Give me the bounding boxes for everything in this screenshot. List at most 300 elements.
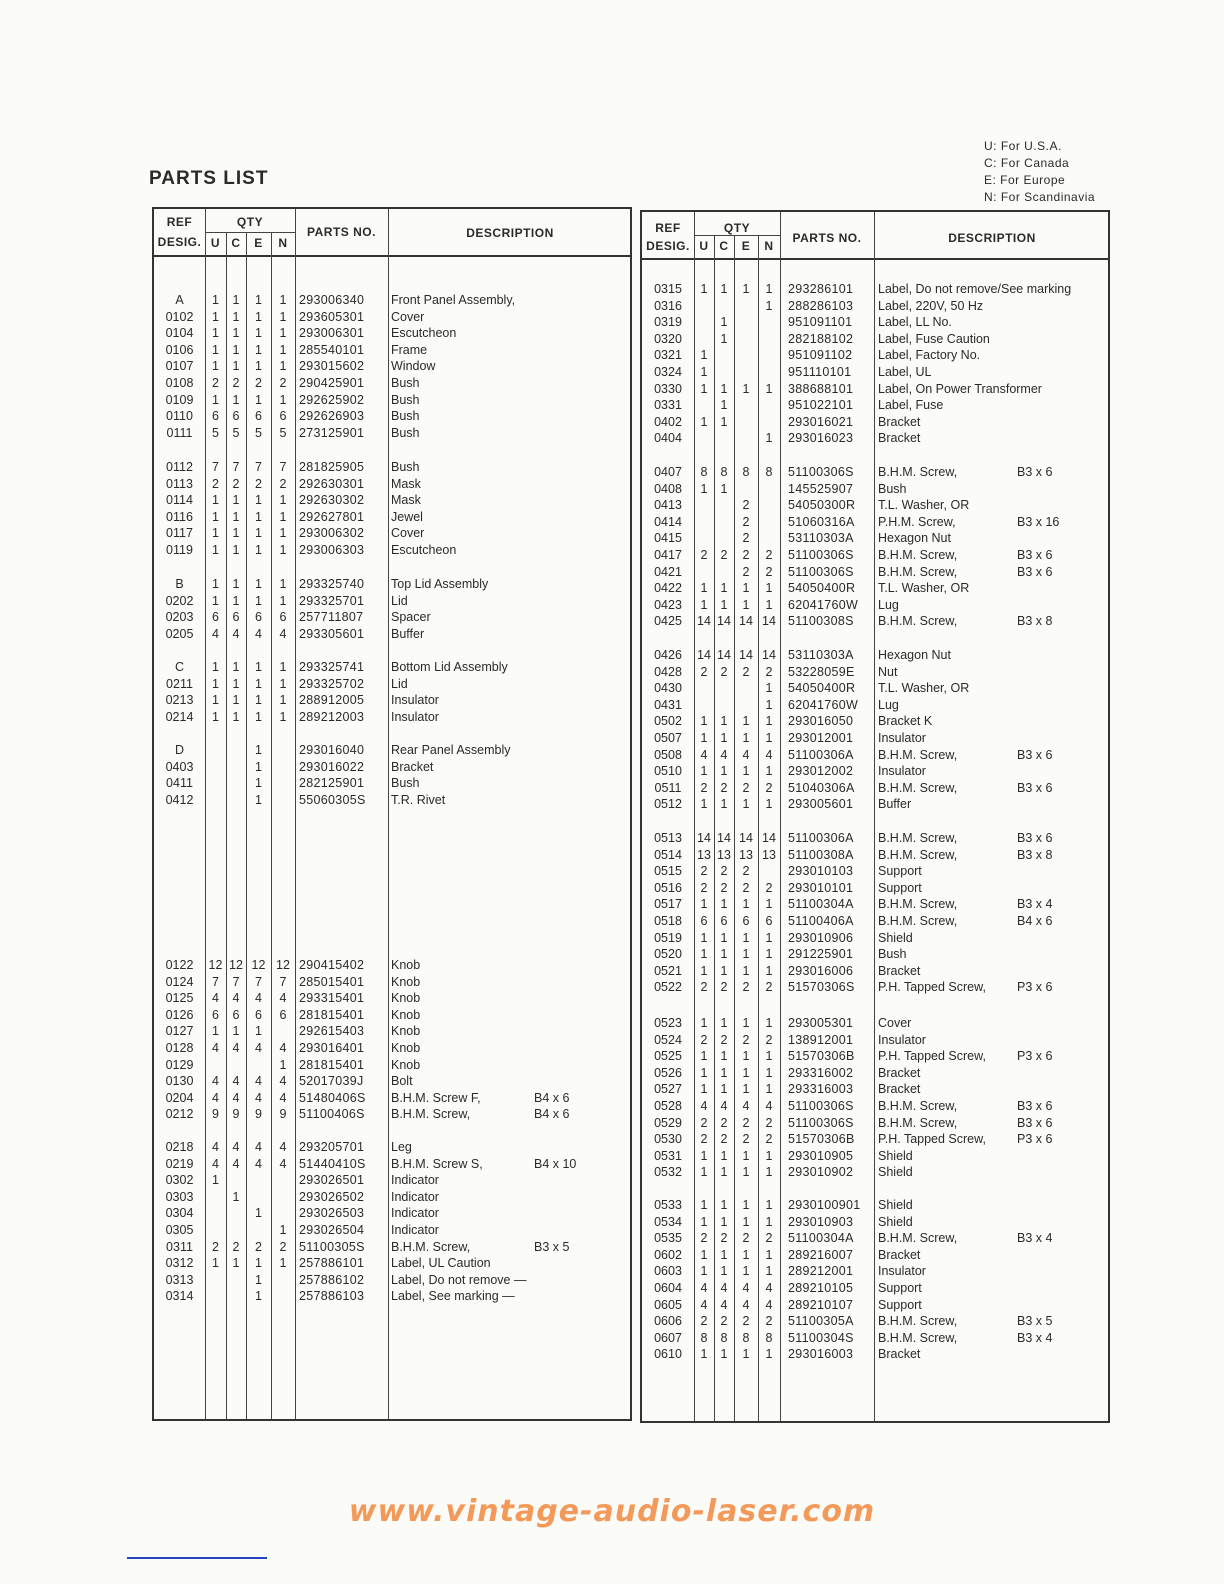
qty-europe-cell: 4 xyxy=(255,1140,262,1154)
parts-no-cell: 293605301 xyxy=(299,309,365,324)
qty-europe-cell: 6 xyxy=(255,1007,262,1022)
table-row xyxy=(154,974,630,991)
table-row xyxy=(642,713,1108,730)
parts-no-cell: 293016040 xyxy=(299,743,365,757)
qty-scandinavia-cell: 4 xyxy=(279,1090,287,1105)
qty-canada-cell: 2 xyxy=(232,1239,240,1254)
parts-no-cell: 290425901 xyxy=(299,376,365,390)
ref-desig-cell: 0431 xyxy=(654,697,682,712)
qty-europe-cell: 2 xyxy=(742,1132,750,1147)
parts-no-cell: 281815401 xyxy=(299,1007,365,1022)
description-header: DESCRIPTION xyxy=(466,226,554,240)
qty-europe-cell: 1 xyxy=(255,759,262,774)
qty-canada-cell: 1 xyxy=(720,331,728,346)
qty-scandinavia-cell: 2 xyxy=(765,1132,773,1147)
qty-europe-cell: 1 xyxy=(255,676,262,691)
parts-no-cell: 51100306S xyxy=(788,564,854,579)
parts-no-cell: 293325701 xyxy=(299,593,365,608)
parts-no-cell: 51100304A xyxy=(788,897,854,912)
size-cell: P3 x 6 xyxy=(1017,1132,1053,1147)
table-row xyxy=(642,1065,1108,1082)
qty-canada-cell: 1 xyxy=(720,714,728,729)
ref-desig-cell: 0316 xyxy=(654,298,682,313)
size-cell: P3 x 6 xyxy=(1017,1049,1053,1064)
qty-canada-cell: 1 xyxy=(720,414,728,429)
size-cell: B3 x 6 xyxy=(1017,465,1053,479)
qty-europe-cell: 1 xyxy=(742,581,750,596)
table-row xyxy=(642,364,1108,381)
qty-usa-cell: 1 xyxy=(700,963,708,978)
size-cell: B3 x 16 xyxy=(1017,514,1060,529)
parts-no-cell: 293010906 xyxy=(788,930,854,945)
table-row xyxy=(642,1164,1108,1181)
parts-no-cell: 293016023 xyxy=(788,431,854,446)
qty-canada-cell: 1 xyxy=(232,326,240,341)
qty-europe-cell: 2 xyxy=(742,664,750,679)
size-cell: B4 x 6 xyxy=(534,1107,570,1122)
table-row xyxy=(154,676,630,693)
ref-desig-cell: 0507 xyxy=(654,731,682,745)
parts-no-cell: 62041760W xyxy=(788,697,859,712)
parts-no-cell: 293315401 xyxy=(299,991,365,1006)
qty-canada-cell: 2 xyxy=(720,1132,728,1147)
table-row xyxy=(642,1297,1108,1314)
size-cell: P3 x 6 xyxy=(1017,980,1053,995)
website-watermark: www.vintage-audio-laser.com xyxy=(348,1494,876,1529)
desig-header: DESIG. xyxy=(646,239,690,253)
ref-desig-cell: 0519 xyxy=(654,930,682,945)
size-cell: B3 x 4 xyxy=(1017,897,1053,912)
qty-europe-cell: 1 xyxy=(255,1024,262,1039)
table-row xyxy=(642,880,1108,897)
table-row xyxy=(642,647,1108,664)
ref-desig-cell: 0127 xyxy=(165,1024,194,1039)
qty-usa-cell: 1 xyxy=(212,593,219,608)
description-cell: Hexagon Nut xyxy=(878,648,951,662)
description-cell: Mask xyxy=(391,493,421,508)
description-cell: Knob xyxy=(391,958,421,972)
qty-europe-cell: 1 xyxy=(742,1049,750,1064)
qty-europe-cell: 7 xyxy=(255,974,262,989)
parts-table-right xyxy=(640,210,1110,1423)
qty-usa-cell: 1 xyxy=(700,764,708,779)
qty-usa-cell: 4 xyxy=(212,1140,219,1154)
description-cell: Mask xyxy=(391,476,421,491)
qty-europe-cell: 8 xyxy=(742,1330,750,1345)
table-row xyxy=(154,709,630,726)
table-row xyxy=(154,1106,630,1123)
description-cell: Cover xyxy=(391,526,425,541)
table-row xyxy=(154,957,630,974)
ref-desig-cell: 0422 xyxy=(654,581,682,596)
qty-usa-cell: 1 xyxy=(700,1049,708,1064)
table-row xyxy=(642,481,1108,498)
table-header xyxy=(642,212,1108,260)
description-cell: Bracket xyxy=(878,1247,921,1262)
qty-europe-cell: 1 xyxy=(255,543,262,557)
qty-usa-cell: 4 xyxy=(212,1074,219,1089)
qty-scandinavia-cell: 1 xyxy=(765,581,773,596)
parts-no-cell: 951110101 xyxy=(788,365,852,379)
qty-europe-cell: 1 xyxy=(255,1289,262,1304)
qty-usa-cell: 1 xyxy=(212,1024,219,1039)
qty-scandinavia-cell: 1 xyxy=(279,593,287,608)
ref-desig-cell: 0111 xyxy=(166,425,193,440)
qty-canada-cell: 1 xyxy=(720,282,728,296)
description-cell: Bush xyxy=(391,392,420,407)
qty-canada-cell: 1 xyxy=(232,342,240,357)
region-legend xyxy=(984,138,1095,206)
qty-europe-cell: 1 xyxy=(742,1065,750,1080)
qty-scandinavia-cell: 7 xyxy=(279,974,287,989)
qty-scandinavia-cell: 2 xyxy=(765,880,773,895)
table-row xyxy=(154,392,630,409)
ref-desig-cell: 0319 xyxy=(654,315,682,330)
qty-usa-cell: 1 xyxy=(212,543,219,557)
description-cell: B.H.M. Screw, xyxy=(878,1330,958,1345)
qty-usa-cell: 1 xyxy=(700,597,708,612)
parts-no-cell: 257886101 xyxy=(299,1256,365,1271)
ref-desig-cell: 0529 xyxy=(654,1115,682,1130)
ref-desig-cell: 0219 xyxy=(165,1156,194,1171)
ref-desig-cell: 0531 xyxy=(654,1148,682,1163)
parts-no-cell: 273125901 xyxy=(299,425,365,440)
description-cell: Leg xyxy=(391,1140,412,1154)
description-cell: T.L. Washer, OR xyxy=(878,581,970,596)
description-cell: P.H. Tapped Screw, xyxy=(878,1049,986,1064)
qty-europe-cell: 1 xyxy=(255,693,262,708)
qty-usa-cell: 4 xyxy=(212,1156,219,1171)
qty-usa-cell: 1 xyxy=(700,1082,708,1097)
description-cell: Label, LL No. xyxy=(878,315,952,330)
size-cell: B4 x 10 xyxy=(534,1156,577,1171)
qty-scandinavia-cell: 8 xyxy=(765,465,773,479)
parts-no-cell: 293010903 xyxy=(788,1214,854,1229)
description-cell: Front Panel Assembly, xyxy=(391,293,516,307)
description-cell: B.H.M. Screw, xyxy=(391,1239,471,1254)
qty-europe-cell: 14 xyxy=(739,614,753,629)
ref-desig-cell: 0202 xyxy=(165,593,194,608)
ref-desig-cell: 0106 xyxy=(165,342,194,357)
qty-canada-cell: 8 xyxy=(720,1330,728,1345)
description-cell: Knob xyxy=(391,1057,421,1072)
qty-scandinavia-cell: 1 xyxy=(279,309,287,324)
qty-europe-cell: 2 xyxy=(255,1239,262,1254)
table-row xyxy=(154,775,630,792)
qty-usa-cell: 5 xyxy=(212,425,219,440)
qty-canada-cell: 1 xyxy=(232,1024,240,1039)
description-cell: P.H. Tapped Screw, xyxy=(878,1132,986,1147)
parts-no-cell: 54050300R xyxy=(788,498,856,513)
qty-usa-cell: 1 xyxy=(212,526,219,541)
qty-europe-cell: 1 xyxy=(742,963,750,978)
parts-no-cell: 62041760W xyxy=(788,597,859,612)
description-cell: T.L. Washer, OR xyxy=(878,498,970,513)
qty-scandinavia-cell: 1 xyxy=(279,509,287,524)
table-row xyxy=(642,281,1108,298)
qty-usa-cell: 1 xyxy=(212,493,219,508)
qty-usa-cell: 1 xyxy=(700,1214,708,1229)
qty-canada-cell: 1 xyxy=(232,593,240,608)
qty-canada-cell: 14 xyxy=(717,831,731,845)
parts-no-cell: 292627801 xyxy=(299,509,365,524)
qty-usa-cell: 1 xyxy=(700,348,708,363)
qty-canada-cell: 1 xyxy=(720,1016,728,1030)
qty-scandinavia-cell: 1 xyxy=(765,1247,773,1262)
description-cell: Hexagon Nut xyxy=(878,531,951,546)
qty-scandinavia-cell: 4 xyxy=(765,747,773,762)
table-row xyxy=(642,564,1108,581)
description-cell: Label, Factory No. xyxy=(878,348,981,363)
qty-scandinavia-cell: 4 xyxy=(279,1140,287,1154)
qty-europe-cell: 1 xyxy=(255,526,262,541)
qty-canada-cell: 1 xyxy=(720,581,728,596)
ref-desig-cell: 0109 xyxy=(165,392,194,407)
description-cell: Escutcheon xyxy=(391,543,457,557)
description-cell: Frame xyxy=(391,342,428,357)
table-row xyxy=(642,763,1108,780)
qty-canada-cell: 9 xyxy=(232,1107,240,1122)
ref-desig-cell: 0516 xyxy=(654,880,682,895)
qty-europe-cell: 1 xyxy=(255,743,262,757)
description-cell: Cover xyxy=(391,309,425,324)
qty-usa-cell: 6 xyxy=(212,610,219,625)
description-cell: B.H.M. Screw, xyxy=(878,564,958,579)
qty-scandinavia-cell: 1 xyxy=(765,597,773,612)
ref-desig-cell: 0102 xyxy=(165,309,194,324)
qty-usa-cell: 1 xyxy=(212,1256,219,1271)
table-row xyxy=(642,1263,1108,1280)
table-row xyxy=(642,664,1108,681)
ref-desig-cell: 0423 xyxy=(654,597,682,612)
ref-desig-cell: 0303 xyxy=(165,1189,194,1204)
ref-desig-cell: 0108 xyxy=(165,376,194,390)
parts-no-cell: 388688101 xyxy=(788,381,854,396)
ref-desig-cell: 0330 xyxy=(654,381,682,396)
ref-desig-cell: 0122 xyxy=(165,958,194,972)
qty-canada-cell: 1 xyxy=(720,1148,728,1163)
qty-usa-cell: 1 xyxy=(212,309,219,324)
table-row xyxy=(154,1288,630,1305)
parts-no-cell: 138912001 xyxy=(788,1032,854,1047)
table-row xyxy=(154,1007,630,1024)
parts-no-cell: 293016401 xyxy=(299,1041,365,1055)
ref-desig-cell: 0302 xyxy=(165,1173,194,1188)
qty-canada-cell: 2 xyxy=(720,1314,728,1329)
table-row xyxy=(642,381,1108,398)
description-cell: Knob xyxy=(391,1041,421,1055)
parts-no-cell: 53228059E xyxy=(788,664,855,679)
ref-desig-cell: B xyxy=(175,577,184,591)
ref-desig-cell: 0313 xyxy=(165,1272,194,1287)
parts-no-cell: 293016021 xyxy=(788,414,854,429)
qty-usa-cell: 2 xyxy=(700,548,708,562)
qty-scandinavia-cell: 1 xyxy=(279,526,287,541)
ref-desig-cell: 0525 xyxy=(654,1049,682,1064)
description-cell: Window xyxy=(391,359,436,374)
qty-canada-cell: 8 xyxy=(720,465,728,479)
description-cell: Buffer xyxy=(878,797,912,812)
qty-canada-cell: 1 xyxy=(720,381,728,396)
qty-usa-cell: 2 xyxy=(212,476,219,491)
qty-usa-cell: 2 xyxy=(700,1231,708,1246)
description-cell: Jewel xyxy=(391,509,423,524)
parts-no-cell: 51100305S xyxy=(299,1239,365,1254)
description-cell: P.H.M. Screw, xyxy=(878,514,956,529)
parts-no-cell: 293012002 xyxy=(788,764,854,779)
qty-canada-cell: 4 xyxy=(720,747,728,762)
parts-no-cell: 292615403 xyxy=(299,1024,365,1039)
table-row xyxy=(642,730,1108,747)
parts-no-cell: 54050400R xyxy=(788,681,856,696)
description-cell: B.H.M. Screw, xyxy=(878,914,958,928)
table-row xyxy=(642,1330,1108,1347)
ref-desig-cell: 0604 xyxy=(654,1281,682,1295)
qty-canada-cell: 1 xyxy=(720,1347,728,1362)
table-row xyxy=(642,1346,1108,1363)
table-row xyxy=(154,792,630,809)
description-cell: Bottom Lid Assembly xyxy=(391,660,508,674)
parts-no-cell: 293015602 xyxy=(299,359,365,374)
description-cell: Label, Do not remove — xyxy=(391,1272,527,1287)
table-row xyxy=(154,509,630,526)
parts-no-cell: 145525907 xyxy=(788,481,854,496)
table-row xyxy=(642,979,1108,996)
description-cell: Nut xyxy=(878,664,898,679)
table-row xyxy=(642,1081,1108,1098)
parts-no-cell: 293010905 xyxy=(788,1148,854,1163)
qty-canada-cell: 1 xyxy=(232,392,240,407)
ref-desig-cell: 0411 xyxy=(166,776,193,791)
parts-no-cell: 293016006 xyxy=(788,963,854,978)
parts-no-cell: 292630302 xyxy=(299,493,365,508)
parts-no-cell: 289212001 xyxy=(788,1264,854,1279)
qty-canada-cell: 14 xyxy=(717,648,731,662)
qty-europe-cell: 7 xyxy=(255,460,262,474)
table-row xyxy=(642,314,1108,331)
ref-desig-cell: 0530 xyxy=(654,1132,682,1147)
parts-no-cell: 951091102 xyxy=(788,348,853,363)
parts-no-cell: 292630301 xyxy=(299,476,365,491)
qty-scandinavia-cell: 4 xyxy=(279,626,287,641)
qty-europe-cell: 1 xyxy=(255,493,262,508)
description-cell: Cover xyxy=(878,1016,912,1030)
table-row xyxy=(642,514,1108,531)
parts-no-cell: 293305601 xyxy=(299,626,365,641)
qty-scandinavia-cell: 6 xyxy=(279,610,287,625)
qty-canada-cell: 4 xyxy=(232,626,240,641)
qty-usa-cell: 1 xyxy=(700,1247,708,1262)
ref-desig-cell: 0511 xyxy=(654,780,682,795)
table-row xyxy=(154,408,630,425)
table-row xyxy=(154,576,630,593)
qty-europe-cell: 9 xyxy=(255,1107,262,1122)
qty-europe-cell: 1 xyxy=(742,897,750,912)
qty-europe-cell: 1 xyxy=(742,1082,750,1097)
table-row xyxy=(642,1032,1108,1049)
qty-usa-cell: 2 xyxy=(700,980,708,995)
table-row xyxy=(154,1172,630,1189)
qty-canada-cell: 1 xyxy=(720,930,728,945)
ref-desig-cell: 0412 xyxy=(165,792,194,807)
description-cell: Shield xyxy=(878,1148,913,1163)
qty-usa-cell: 4 xyxy=(212,626,219,641)
ref-desig-cell: 0517 xyxy=(654,897,682,912)
description-cell: B.H.M. Screw, xyxy=(391,1107,471,1122)
description-cell: Lug xyxy=(878,697,899,712)
ref-desig-cell: 0304 xyxy=(165,1206,194,1221)
table-row xyxy=(642,780,1108,797)
size-cell: B4 x 6 xyxy=(1017,914,1053,928)
ref-desig-cell: 0522 xyxy=(654,980,682,995)
qty-usa-cell: 1 xyxy=(700,381,708,396)
qty-usa-cell: 14 xyxy=(697,831,711,845)
table-row xyxy=(642,1048,1108,1065)
parts-no-cell: 52017039J xyxy=(299,1074,364,1089)
qty-europe-cell: 14 xyxy=(739,648,753,662)
qty-europe-cell: 2 xyxy=(742,1314,750,1329)
qty-usa-cell: 2 xyxy=(700,1314,708,1329)
size-cell: B3 x 6 xyxy=(1017,831,1053,845)
ref-desig-cell: 0521 xyxy=(654,963,682,978)
qty-europe-cell: 2 xyxy=(742,531,750,546)
qty-usa-cell: 1 xyxy=(212,326,219,341)
qty-europe-cell: 4 xyxy=(255,1156,262,1171)
qty-canada-cell: 1 xyxy=(232,359,240,374)
qty-europe-cell: 2 xyxy=(255,476,262,491)
qty-europe-cell: 1 xyxy=(742,1148,750,1163)
ref-desig-cell: 0312 xyxy=(165,1256,194,1271)
qty-europe-cell: 4 xyxy=(742,1297,750,1312)
qty-usa-cell: 1 xyxy=(700,581,708,596)
qty-usa-cell: 9 xyxy=(212,1107,219,1122)
table-row xyxy=(154,692,630,709)
qty-scandinavia-cell: 2 xyxy=(279,376,287,390)
description-cell: Rear Panel Assembly xyxy=(391,743,511,757)
table-row xyxy=(642,1148,1108,1165)
description-cell: Support xyxy=(878,1297,922,1312)
qty-scandinavia-cell: 1 xyxy=(765,1082,773,1097)
qty-europe-cell: 1 xyxy=(255,593,262,608)
ref-desig-cell: C xyxy=(174,660,185,674)
description-cell: B.H.M. Screw, xyxy=(878,614,958,629)
description-cell: Label, Do not remove/See marking xyxy=(878,282,1072,296)
qty-europe-cell: 2 xyxy=(742,1032,750,1047)
qty-europe-cell: 1 xyxy=(255,792,262,807)
qty-europe-cell: 2 xyxy=(742,864,750,879)
ref-desig-cell: 0415 xyxy=(654,531,682,546)
parts-no-cell: 293006301 xyxy=(299,326,365,341)
qty-usa-cell: 2 xyxy=(700,664,708,679)
description-cell: Insulator xyxy=(878,1032,926,1047)
qty-europe-cell: 4 xyxy=(255,1090,262,1105)
qty-scandinavia-cell: 2 xyxy=(279,476,287,491)
parts-no-cell: 293026502 xyxy=(299,1189,365,1204)
description-cell: Bracket xyxy=(878,1082,921,1097)
parts-no-header: PARTS NO. xyxy=(307,225,376,239)
qty-canada-cell: 1 xyxy=(720,1049,728,1064)
table-row xyxy=(154,1090,630,1107)
qty-scandinavia-cell: 2 xyxy=(765,1115,773,1130)
qty-usa-cell: 4 xyxy=(700,1297,708,1312)
parts-table-left xyxy=(152,207,632,1421)
qty-canada-cell: 13 xyxy=(717,847,731,862)
qty-europe-cell: 1 xyxy=(255,709,262,724)
legend-europe: E: For Europe xyxy=(984,173,1066,187)
qty-canada-cell: 1 xyxy=(232,293,240,307)
qty-europe-cell: 4 xyxy=(742,1281,750,1295)
parts-no-cell: 51100406A xyxy=(788,914,854,928)
